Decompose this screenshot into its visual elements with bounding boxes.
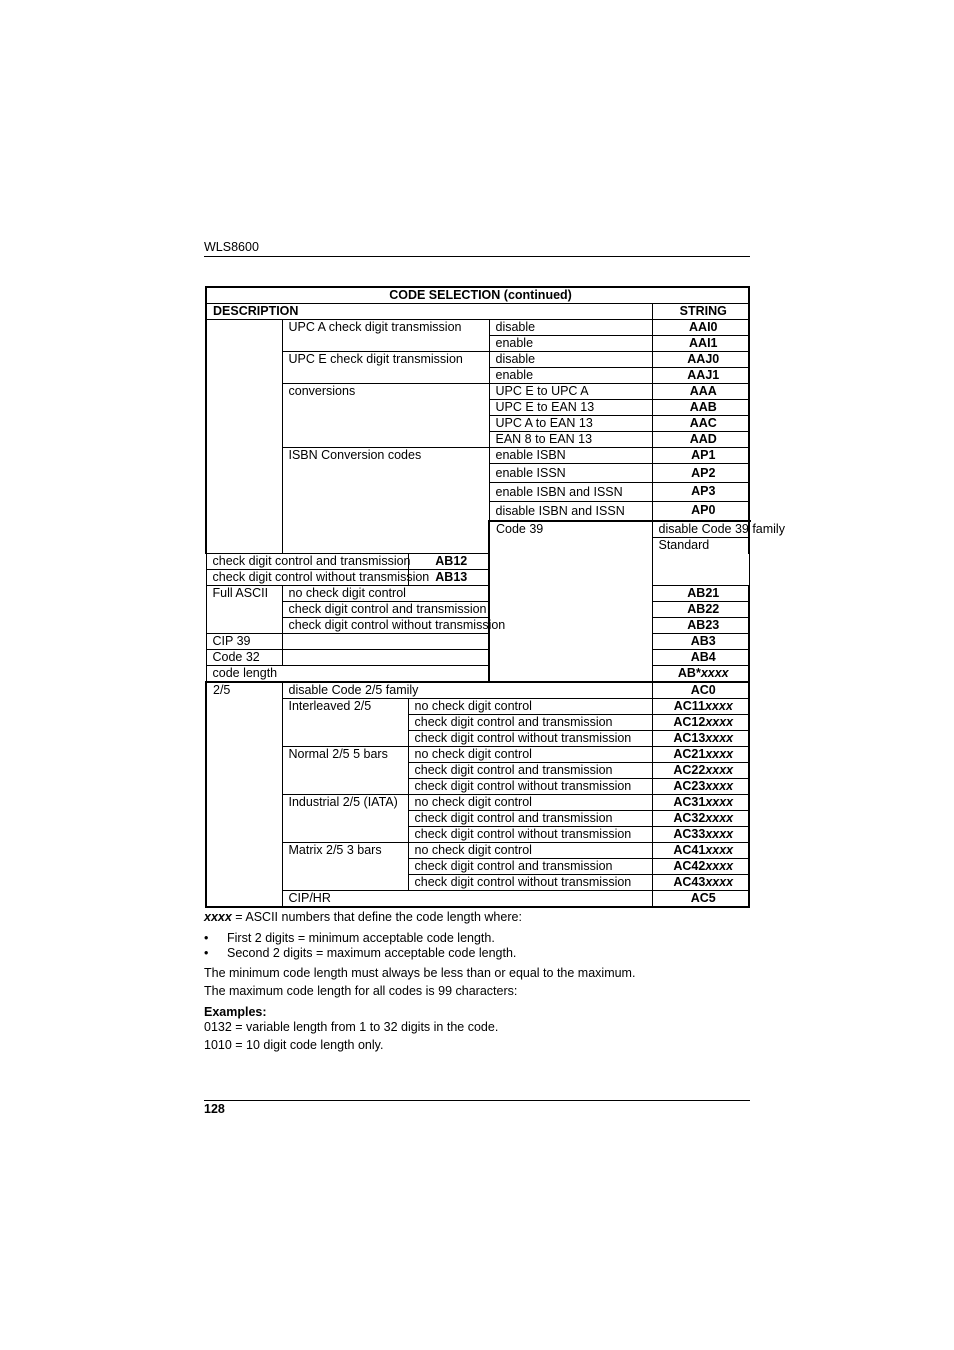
- list-item-text: Second 2 digits = maximum acceptable code length.: [227, 946, 517, 960]
- code-suffix: xxxx: [705, 843, 734, 857]
- option-code: AAI1: [652, 336, 749, 352]
- option-code: AP3: [652, 483, 749, 502]
- table-row: [206, 699, 749, 715]
- option-code: [652, 715, 749, 731]
- option-label: no check digit control: [408, 747, 652, 763]
- list-item-text: First 2 digits = minimum acceptable code length.: [227, 931, 495, 945]
- code-prefix: AC12: [673, 715, 706, 729]
- option-label: check digit control and transmission: [408, 811, 652, 827]
- option-group-name: ISBN Conversion codes: [282, 448, 489, 554]
- option-code: AB23: [652, 618, 749, 634]
- code-prefix: AC22: [673, 763, 706, 777]
- option-label: no check digit control: [408, 843, 652, 859]
- option-code: AB3: [652, 634, 749, 650]
- table-row: [206, 586, 749, 602]
- table-row: [206, 682, 749, 699]
- option-group-name: Normal 2/5 5 bars: [282, 747, 408, 795]
- option-code: [652, 747, 749, 763]
- table-row: [206, 666, 749, 683]
- header-rule: [204, 256, 750, 257]
- option-code: [652, 731, 749, 747]
- option-label: check digit control without transmission: [206, 570, 408, 586]
- option-code: AAD: [652, 432, 749, 448]
- code-prefix: AC23: [673, 779, 706, 793]
- example-item: 1010 = 10 digit code length only.: [204, 1038, 384, 1052]
- two-five-section-label: 2/5: [206, 682, 282, 907]
- option-label: UPC E to UPC A: [489, 384, 652, 400]
- table-row: [206, 891, 749, 908]
- option-label: check digit control without transmission: [408, 875, 652, 891]
- code-prefix: AC31: [673, 795, 706, 809]
- example-item: 0132 = variable length from 1 to 32 digits in the code.: [204, 1020, 499, 1034]
- option-code: AB22: [652, 602, 749, 618]
- option-code: [652, 779, 749, 795]
- table-row: [206, 352, 749, 368]
- table-row: [206, 448, 749, 464]
- table-row: [206, 320, 749, 336]
- code-suffix: xxxx: [705, 795, 734, 809]
- option-group-name: CIP 39: [206, 634, 282, 650]
- option-code: [652, 811, 749, 827]
- option-group-name: Industrial 2/5 (IATA): [282, 795, 408, 843]
- option-code: AAI0: [652, 320, 749, 336]
- code-prefix: AC41: [673, 843, 706, 857]
- option-label: disable: [489, 320, 652, 336]
- option-group-name: Full ASCII: [206, 586, 282, 634]
- table-row: [206, 618, 749, 634]
- option-label: UPC A to EAN 13: [489, 416, 652, 432]
- option-group-name: UPC E check digit transmission: [282, 352, 489, 384]
- list-item: [204, 946, 516, 961]
- option-code: AB12: [408, 554, 489, 570]
- table-row: [206, 634, 749, 650]
- option-label: check digit control and transmission: [408, 715, 652, 731]
- option-group-name: conversions: [282, 384, 489, 448]
- code39-section-label: Code 39: [489, 521, 652, 682]
- disable-two-five-code: AC0: [652, 682, 749, 699]
- min-length-rule: The minimum code length must always be less than or equal to the maximum.: [204, 966, 636, 980]
- examples-heading: Examples:: [204, 1005, 267, 1019]
- option-label: check digit control and transmission: [282, 602, 489, 618]
- option-label: check digit control without transmission: [408, 779, 652, 795]
- code-suffix: xxxx: [705, 715, 734, 729]
- option-label: enable ISBN and ISSN: [489, 483, 652, 502]
- option-group-name: Standard: [652, 538, 749, 586]
- xxxx-term: xxxx: [204, 910, 232, 924]
- option-label: check digit control without transmission: [408, 731, 652, 747]
- code-suffix: xxxx: [705, 731, 734, 745]
- table-header-row: [206, 304, 749, 320]
- option-code: AAJ1: [652, 368, 749, 384]
- code-prefix: AC13: [673, 731, 706, 745]
- description-header: DESCRIPTION: [206, 304, 652, 320]
- option-code: [652, 763, 749, 779]
- code-suffix: xxxx: [705, 811, 734, 825]
- table-row: [206, 843, 749, 859]
- xxxx-definition-text: = ASCII numbers that define the code length where:: [231, 910, 522, 924]
- option-group-name: Matrix 2/5 3 bars: [282, 843, 408, 891]
- upc-section-label: [206, 320, 282, 554]
- code-suffix: xxxx: [705, 779, 734, 793]
- code-selection-table: [205, 286, 785, 908]
- code-suffix: xxxx: [705, 747, 734, 761]
- table-row: [206, 602, 749, 618]
- option-group-name: UPC A check digit transmission: [282, 320, 489, 352]
- option-label: check digit control and transmission: [408, 763, 652, 779]
- code-prefix: AC32: [673, 811, 706, 825]
- option-label: no check digit control: [408, 795, 652, 811]
- option-code: AAA: [652, 384, 749, 400]
- document-id: WLS8600: [204, 240, 259, 254]
- table-row: [206, 384, 749, 400]
- option-code: AAB: [652, 400, 749, 416]
- table-row: [206, 747, 749, 763]
- table-body: [206, 287, 785, 907]
- option-label: disable: [489, 352, 652, 368]
- table-title-row: [206, 287, 749, 304]
- code-prefix: AC21: [673, 747, 706, 761]
- option-code: AAC: [652, 416, 749, 432]
- code-prefix: AC33: [673, 827, 706, 841]
- empty-cell: [282, 650, 489, 666]
- option-code: [652, 827, 749, 843]
- option-label: enable: [489, 336, 652, 352]
- page-number: 128: [204, 1102, 225, 1116]
- option-label: check digit control and transmission: [408, 859, 652, 875]
- option-code: AP0: [652, 502, 749, 522]
- table-row: [206, 795, 749, 811]
- option-code: [652, 699, 749, 715]
- option-code: [652, 843, 749, 859]
- option-group-name: Interleaved 2/5: [282, 699, 408, 747]
- option-label: no check digit control: [408, 699, 652, 715]
- option-label: disable ISBN and ISSN: [489, 502, 652, 522]
- option-label: check digit control and transmission: [206, 554, 408, 570]
- option-code: AB4: [652, 650, 749, 666]
- option-label: check digit control without transmission: [282, 618, 489, 634]
- disable-code39-label: disable Code 39 family: [652, 521, 749, 538]
- footer-rule: [204, 1100, 750, 1101]
- code-prefix: AC11: [673, 699, 705, 713]
- code-prefix: AB*: [677, 666, 701, 680]
- table-title: CODE SELECTION (continued): [206, 287, 749, 304]
- bullet-icon: •: [204, 946, 209, 960]
- option-group-name: code length: [206, 666, 489, 683]
- option-code: [652, 859, 749, 875]
- code-prefix: AC43: [673, 875, 706, 889]
- disable-two-five-label: disable Code 2/5 family: [282, 682, 652, 699]
- empty-cell: [282, 634, 489, 650]
- option-code: AB21: [652, 586, 749, 602]
- option-label: check digit control without transmission: [408, 827, 652, 843]
- list-item: [204, 931, 495, 946]
- option-code: [652, 875, 749, 891]
- max-length-rule: The maximum code length for all codes is 99 characters:: [204, 984, 518, 998]
- code-suffix: xxxx: [705, 827, 734, 841]
- option-label: enable ISSN: [489, 464, 652, 483]
- code-suffix: xxxx: [704, 699, 733, 713]
- option-code: AC5: [652, 891, 749, 908]
- code-suffix: xxxx: [705, 859, 734, 873]
- option-code: [652, 666, 749, 683]
- option-code: AB13: [408, 570, 489, 586]
- code-prefix: AC42: [673, 859, 706, 873]
- option-code: [652, 795, 749, 811]
- code-suffix: xxxx: [705, 875, 734, 889]
- option-code: AP2: [652, 464, 749, 483]
- table-row: [206, 650, 749, 666]
- bullet-icon: •: [204, 931, 209, 945]
- option-label: enable: [489, 368, 652, 384]
- option-group-name: CIP/HR: [282, 891, 652, 908]
- option-label: enable ISBN: [489, 448, 652, 464]
- xxxx-definition: [204, 910, 522, 925]
- code-suffix: xxxx: [700, 666, 729, 680]
- code-suffix: xxxx: [705, 763, 734, 777]
- option-code: AP1: [652, 448, 749, 464]
- option-label: no check digit control: [282, 586, 489, 602]
- string-header: STRING: [652, 304, 749, 320]
- option-group-name: Code 32: [206, 650, 282, 666]
- option-label: UPC E to EAN 13: [489, 400, 652, 416]
- option-label: EAN 8 to EAN 13: [489, 432, 652, 448]
- option-code: AAJ0: [652, 352, 749, 368]
